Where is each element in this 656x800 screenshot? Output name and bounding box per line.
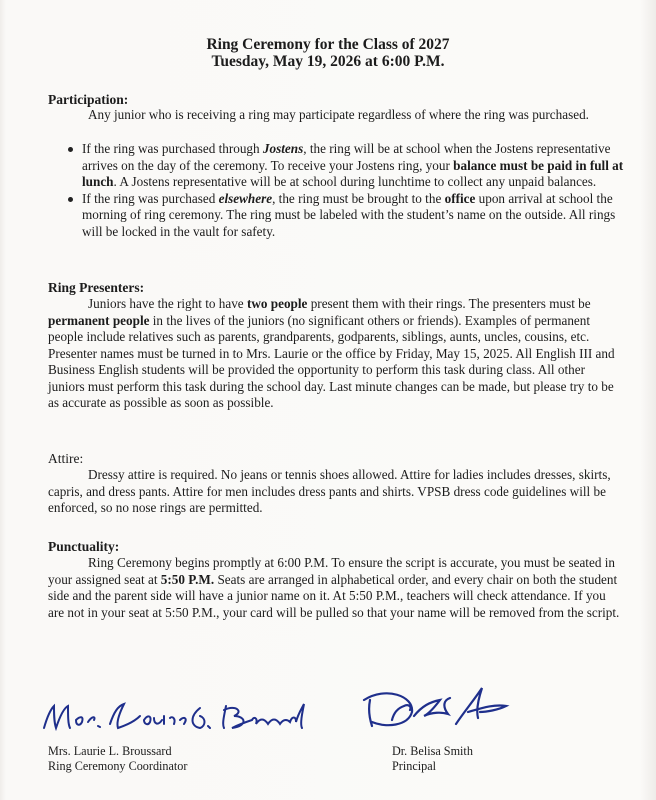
presenters-paragraph: Juniors have the right to have two people present them with their rings. The presenters must be permanent people in the lives of the juniors (no significant others or friends). Examples of permanent people include relatives such as parents, grandparents, godparents, siblings, aunts, uncles, cousins, etc. Presenter names must be turned in to Mrs. Laurie or the office by Friday, May 15, 2025. All English III and Business English students will be provided the opportunity to perform this task during class. All other juniors must perform this task during the school day. Last minute changes can be made, but please try to be as accurate as possible as soon as possible.	[48, 296, 615, 410]
principal-name: Dr. Belisa Smith	[392, 744, 473, 758]
principal-signature	[356, 682, 516, 730]
document-title: Ring Ceremony for the Class of 2027	[206, 36, 450, 53]
presenters-heading: Ring Presenters:	[48, 280, 145, 295]
punctuality-paragraph: Ring Ceremony begins promptly at 6:00 P.M. To ensure the script is accurate, you must be seated in your assigned seat at 5:50 P.M. Seats are arranged in alphabetical order, and every chair on both the student side and the parent side will have a junior name on it. At 5:50 P.M., teachers will check attendance. If you are not in your seat at 5:50 P.M., your card will be pulled so that your name will be removed from the script.	[48, 555, 620, 620]
principal-signature-block	[392, 744, 473, 774]
attire-paragraph: Dressy attire is required. No jeans or tennis shoes allowed. Attire for ladies includes dresses, skirts, capris, and dress pants. Attire for men includes dress pants and shirts. VPSB dress code guidelines will be enforced, so no nose rings are permitted.	[48, 467, 611, 515]
bullet-icon	[68, 197, 73, 202]
list-item: If the ring was purchased through Jostens, the ring will be at school when the Jostens representative arrives on the day of the ceremony. To receive your Jostens ring, your balance must be paid in full at lunch. A Jostens representative will be at school during lunchtime to collect any unpaid balances.	[48, 141, 626, 191]
attire-heading: Attire:	[48, 451, 84, 466]
coordinator-name: Mrs. Laurie L. Broussard	[48, 744, 172, 758]
participation-list	[48, 141, 626, 240]
participation-intro: Any junior who is receiving a ring may participate regardless of where the ring was purchased.	[88, 107, 589, 122]
list-item: If the ring was purchased elsewhere, the ring must be brought to the office upon arrival at school the morning of ring ceremony. The ring must be labeled with the student’s name on the outside. All rings will be locked in the vault for safety.	[48, 191, 626, 241]
bullet-icon	[68, 147, 73, 152]
coordinator-signature	[40, 698, 310, 738]
participation-heading: Participation:	[48, 92, 129, 107]
coordinator-signature-block	[48, 744, 187, 774]
document-date: Tuesday, May 19, 2026 at 6:00 P.M.	[211, 53, 445, 70]
punctuality-heading: Punctuality:	[48, 539, 120, 554]
principal-role: Principal	[392, 759, 437, 773]
coordinator-role: Ring Ceremony Coordinator	[48, 759, 188, 773]
